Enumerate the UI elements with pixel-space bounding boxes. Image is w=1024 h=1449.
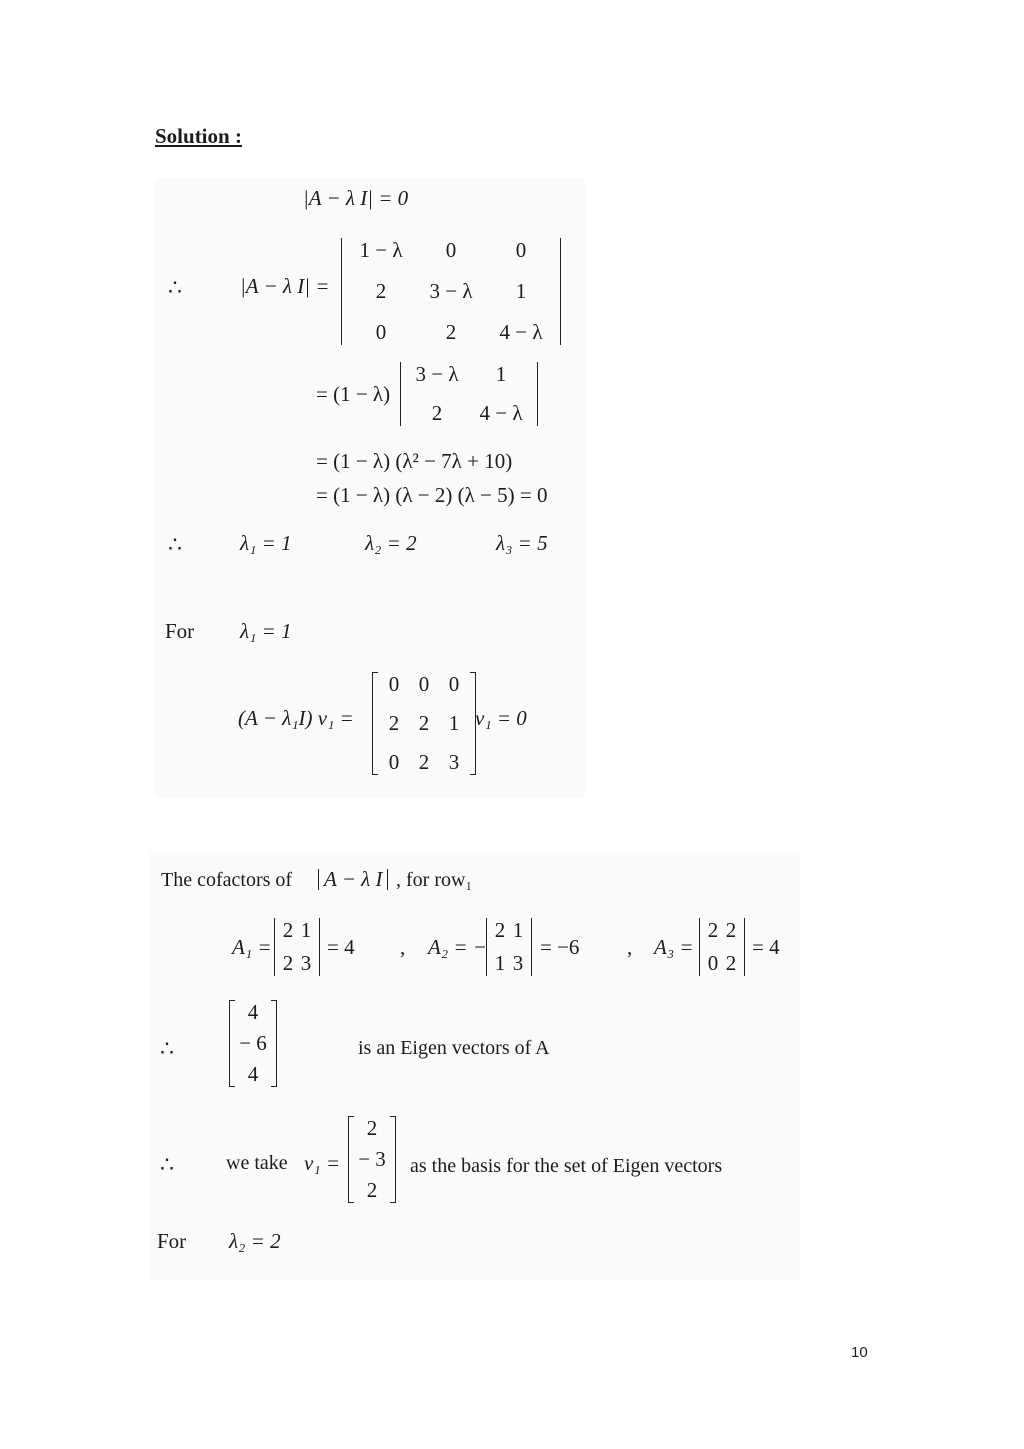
cofactor-a2-value: = −6 xyxy=(540,935,580,959)
matrix-cell: 2 xyxy=(388,711,400,735)
det-cell: 2 xyxy=(725,951,737,975)
characteristic-equation: |A − λ I| = 0 xyxy=(303,186,409,210)
for-label: For xyxy=(165,619,195,643)
vector-cell: − 3 xyxy=(358,1147,386,1171)
expansion-lhs: = (1 − λ) xyxy=(316,382,391,406)
basis-vector xyxy=(348,1116,396,1203)
eigenvalue-3: λ₃ = 5 xyxy=(496,531,548,555)
basis-lhs: v₁ = xyxy=(304,1151,341,1175)
matrix-cell: 0 xyxy=(418,672,430,696)
det-cell: 1 xyxy=(512,918,524,942)
vector-cell: 2 xyxy=(366,1178,378,1202)
matrix-cell: 1 xyxy=(448,711,460,735)
det-cell: 1 xyxy=(494,951,506,975)
matrix-cell: 0 xyxy=(448,672,460,696)
therefore-symbol: ∴ xyxy=(160,1036,174,1061)
basis-text: as the basis for the set of Eigen vectors xyxy=(410,1155,723,1177)
cofactor-a2-det xyxy=(486,918,532,976)
det-cell: 0 xyxy=(707,951,719,975)
system-rhs: v₁ = 0 xyxy=(475,706,527,730)
vector-cell: − 6 xyxy=(239,1031,267,1055)
system-matrix xyxy=(372,672,476,775)
solution-heading: Solution : xyxy=(155,124,242,148)
det-cell: 2 xyxy=(725,918,737,942)
det-cell: 4 − λ xyxy=(479,401,523,425)
det-cell: 3 − λ xyxy=(415,362,459,386)
matrix-cell: 0 xyxy=(388,672,400,696)
for-eigenvalue: λ₂ = 2 xyxy=(229,1229,281,1253)
det-cell: 3 xyxy=(512,951,524,975)
matrix-cell: 2 xyxy=(418,711,430,735)
eigenvalue-1: λ₁ = 1 xyxy=(240,531,292,555)
vector-cell: 2 xyxy=(366,1116,378,1140)
polynomial-line: = (1 − λ) (λ² − 7λ + 10) xyxy=(316,449,513,473)
for-eigenvalue: λ₁ = 1 xyxy=(240,619,292,643)
eigenvector-column xyxy=(229,1000,277,1087)
page-number: 10 xyxy=(851,1344,868,1361)
det-cell: 2 xyxy=(282,951,294,975)
determinant-3x3 xyxy=(341,238,561,345)
therefore-symbol: ∴ xyxy=(168,532,182,557)
we-take-text: we take xyxy=(226,1152,288,1174)
cofactor-a3-lhs: A₃ = xyxy=(654,935,694,959)
matrix-cell: 2 xyxy=(418,750,430,774)
factored-line: = (1 − λ) (λ − 2) (λ − 5) = 0 xyxy=(316,483,548,507)
det-cell: 2 xyxy=(431,401,443,425)
eigenvalue-2: λ₂ = 2 xyxy=(365,531,417,555)
det-cell: 3 − λ xyxy=(429,279,473,303)
det-cell: 4 − λ xyxy=(499,320,543,344)
det-cell: 3 xyxy=(300,951,312,975)
matrix-cell: 3 xyxy=(448,750,460,774)
cofactor-a3-value: = 4 xyxy=(752,935,780,959)
det-cell: 2 xyxy=(707,918,719,942)
cofactor-a1-value: = 4 xyxy=(327,935,355,959)
therefore-symbol: ∴ xyxy=(160,1152,174,1177)
det-cell: 1 xyxy=(495,362,507,386)
comma: , xyxy=(627,935,633,959)
cofactors-det: A − λ I xyxy=(318,869,388,890)
cofactor-a2-lhs: A₂ = − xyxy=(428,935,487,959)
det-cell: 2 xyxy=(445,320,457,344)
comma: , xyxy=(400,935,406,959)
for-label: For xyxy=(157,1229,187,1253)
det-cell: 1 − λ xyxy=(359,238,403,262)
vector-cell: 4 xyxy=(247,1062,259,1086)
det-cell: 2 xyxy=(282,918,294,942)
det-cell: 0 xyxy=(445,238,457,262)
matrix-cell: 0 xyxy=(388,750,400,774)
therefore-symbol: ∴ xyxy=(168,275,182,300)
vector-cell: 4 xyxy=(247,1000,259,1024)
cofactors-suffix: , for row₁ xyxy=(396,869,473,891)
system-lhs: (A − λ₁I) v₁ = xyxy=(238,706,354,730)
cofactor-a1-lhs: A₁ = xyxy=(232,935,272,959)
eigenvector-text: is an Eigen vectors of A xyxy=(358,1037,550,1059)
cofactor-a1-det xyxy=(274,918,320,976)
det-cell: 1 xyxy=(300,918,312,942)
det-cell: 1 xyxy=(515,279,527,303)
det-cell: 2 xyxy=(375,279,387,303)
cofactors-text: The cofactors of xyxy=(161,869,293,891)
cofactor-a3-det xyxy=(699,918,745,976)
det-cell: 0 xyxy=(375,320,387,344)
det-cell: 0 xyxy=(515,238,527,262)
det-cell: 2 xyxy=(494,918,506,942)
determinant-2x2 xyxy=(400,362,538,426)
det-lhs: |A − λ I| = xyxy=(240,274,330,298)
